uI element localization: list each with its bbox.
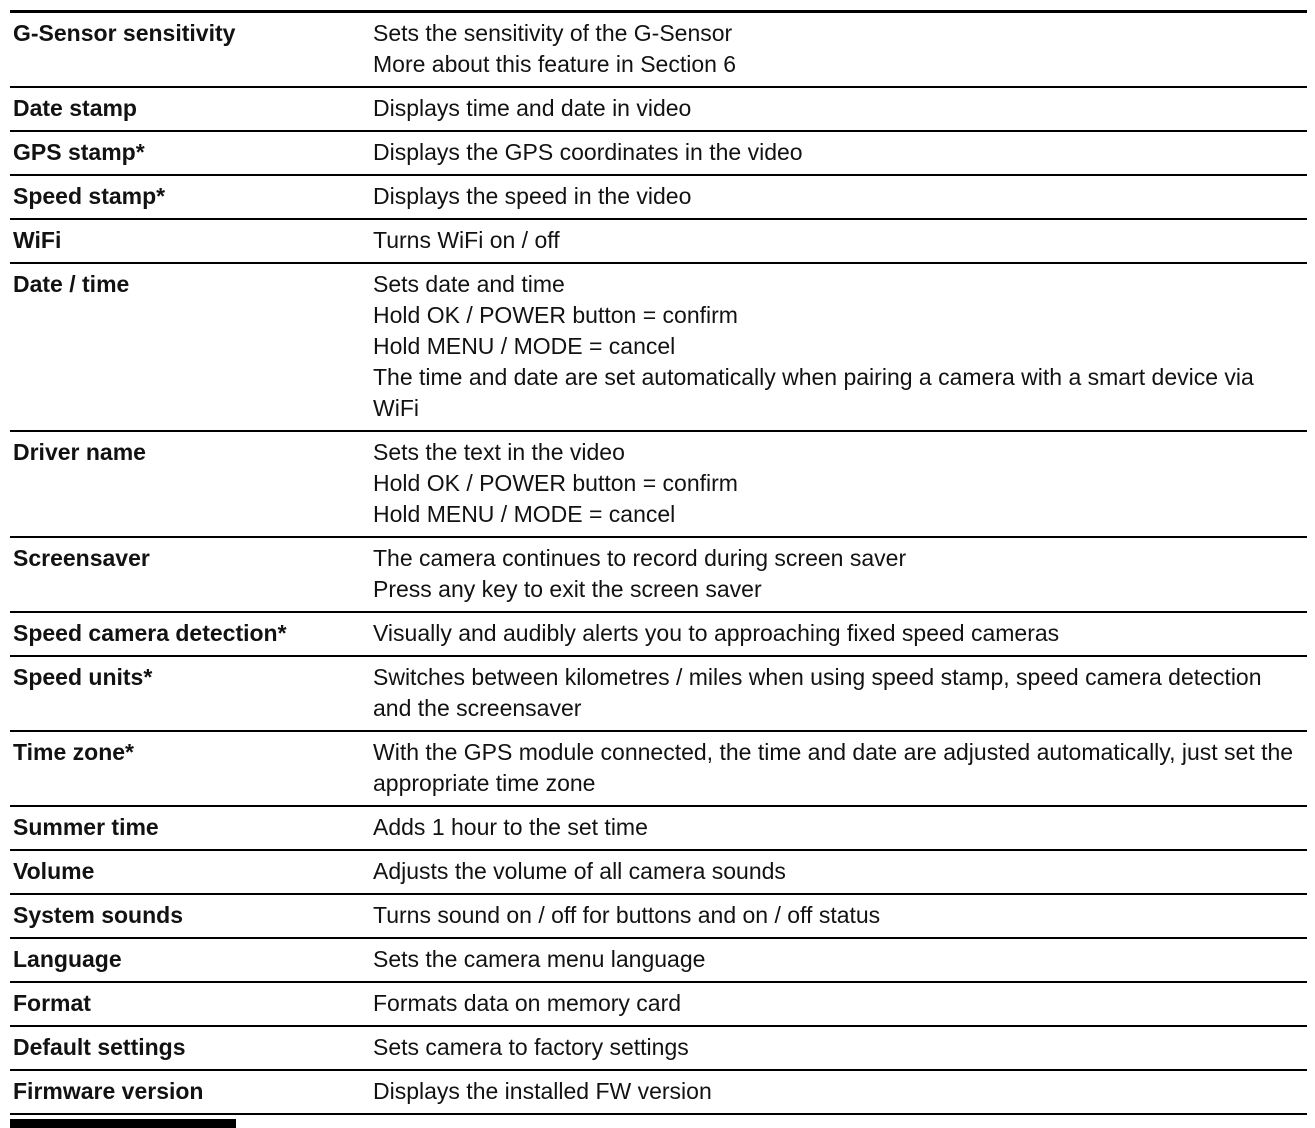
setting-description	[373, 225, 1307, 256]
table-row	[10, 88, 1307, 132]
setting-name: Volume	[13, 858, 95, 884]
setting-name: Date stamp	[13, 95, 137, 121]
table-row	[10, 220, 1307, 264]
description-line: Press any key to exit the screen saver	[373, 576, 762, 602]
setting-name: WiFi	[13, 227, 62, 253]
setting-name: Speed stamp*	[13, 183, 166, 209]
description-line: With the GPS module connected, the time and date are adjusted automatically, just set the appropriate time zone	[373, 739, 1294, 796]
setting-name: Date / time	[13, 271, 130, 297]
description-line: Displays time and date in video	[373, 95, 692, 121]
description-line: Sets the text in the video	[373, 439, 625, 465]
setting-name: G-Sensor sensitivity	[13, 20, 236, 46]
setting-description	[373, 269, 1307, 424]
table-row	[10, 1071, 1307, 1115]
table-row	[10, 538, 1307, 613]
description-line: Sets camera to factory settings	[373, 1034, 689, 1060]
table-row	[10, 732, 1307, 807]
setting-description	[373, 900, 1307, 931]
description-line: Displays the speed in the video	[373, 183, 692, 209]
description-line: Hold MENU / MODE = cancel	[373, 501, 676, 527]
setting-name: Speed camera detection*	[13, 620, 287, 646]
setting-description	[373, 137, 1307, 168]
table-row	[10, 851, 1307, 895]
setting-name: Format	[13, 990, 91, 1016]
setting-description	[373, 1032, 1307, 1063]
setting-description	[373, 1076, 1307, 1107]
description-line: Adds 1 hour to the set time	[373, 814, 648, 840]
table-row	[10, 176, 1307, 220]
setting-description	[373, 618, 1307, 649]
setting-description	[373, 856, 1307, 887]
table-row	[10, 657, 1307, 732]
description-line: Formats data on memory card	[373, 990, 682, 1016]
setting-description	[373, 944, 1307, 975]
setting-description	[373, 662, 1307, 724]
description-line: Sets the camera menu language	[373, 946, 706, 972]
description-line: The camera continues to record during screen saver	[373, 545, 907, 571]
table-row	[10, 939, 1307, 983]
setting-description	[373, 181, 1307, 212]
description-line: Turns sound on / off for buttons and on / off status	[373, 902, 881, 928]
description-line: Adjusts the volume of all camera sounds	[373, 858, 786, 884]
table-row	[10, 264, 1307, 432]
description-line: Sets date and time	[373, 271, 565, 297]
setting-name: Default settings	[13, 1034, 186, 1060]
description-line: Hold MENU / MODE = cancel	[373, 333, 676, 359]
setting-name: Firmware version	[13, 1078, 204, 1104]
table-row	[10, 1027, 1307, 1071]
setting-name: Summer time	[13, 814, 159, 840]
table-row	[10, 132, 1307, 176]
table-row	[10, 613, 1307, 657]
description-line: Switches between kilometres / miles when using speed stamp, speed camera detection and the screensaver	[373, 664, 1262, 721]
description-line: Displays the GPS coordinates in the video	[373, 139, 803, 165]
setting-name: Speed units*	[13, 664, 153, 690]
description-line: More about this feature in Section 6	[373, 51, 737, 77]
setting-description	[373, 93, 1307, 124]
description-line: Turns WiFi on / off	[373, 227, 560, 253]
setting-name: Driver name	[13, 439, 146, 465]
setting-description	[373, 543, 1307, 605]
description-line: The time and date are set automatically when pairing a camera with a smart device via WiFi	[373, 364, 1254, 421]
cutoff-next-row-fragment	[10, 1119, 236, 1128]
setting-description	[373, 812, 1307, 843]
description-line: Visually and audibly alerts you to approaching fixed speed cameras	[373, 620, 1060, 646]
table-row	[10, 895, 1307, 939]
setting-name: System sounds	[13, 902, 183, 928]
table-row	[10, 983, 1307, 1027]
setting-description	[373, 437, 1307, 530]
description-line: Sets the sensitivity of the G-Sensor	[373, 20, 733, 46]
description-line: Hold OK / POWER button = confirm	[373, 470, 738, 496]
table-row	[10, 807, 1307, 851]
setting-description	[373, 18, 1307, 80]
table-row	[10, 13, 1307, 88]
setting-description	[373, 737, 1307, 799]
description-line: Hold OK / POWER button = confirm	[373, 302, 738, 328]
table-row	[10, 432, 1307, 538]
setting-name: Time zone*	[13, 739, 134, 765]
setting-description	[373, 988, 1307, 1019]
description-line: Displays the installed FW version	[373, 1078, 712, 1104]
settings-table	[10, 10, 1307, 1115]
setting-name: Screensaver	[13, 545, 150, 571]
setting-name: Language	[13, 946, 122, 972]
setting-name: GPS stamp*	[13, 139, 145, 165]
